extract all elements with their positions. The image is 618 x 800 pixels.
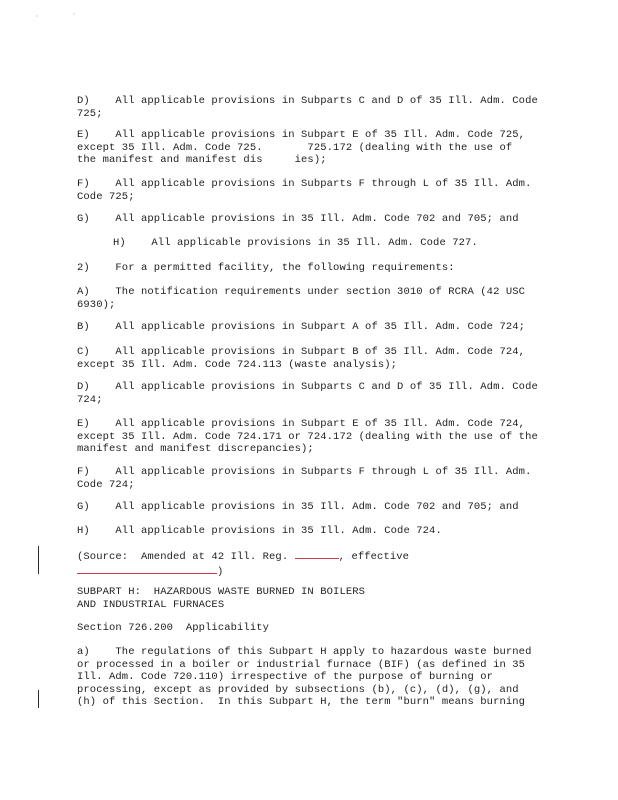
effective-date-blank	[77, 564, 217, 574]
paragraph-g-permitted: G) All applicable provisions in 35 Ill. Adm. Code 702 and 705; and	[77, 501, 519, 513]
paragraph-b-permitted: B) All applicable provisions in Subpart A of 35 Ill. Adm. Code 724;	[77, 321, 526, 333]
paragraph-f-interim: F) All applicable provisions in Subparts F through L of 35 Ill. Adm. Code 725;	[77, 178, 532, 203]
paragraph-d-interim: D) All applicable provisions in Subparts C and D of 35 Ill. Adm. Code 725;	[77, 95, 538, 120]
paragraph-2-permitted: 2) For a permitted facility, the following requirements:	[77, 262, 455, 274]
register-page-blank	[295, 549, 339, 559]
paragraph-d-permitted: D) All applicable provisions in Subparts C and D of 35 Ill. Adm. Code 724;	[77, 381, 538, 406]
paragraph-e-interim: E) All applicable provisions in Subpart E of 35 Ill. Adm. Code 725, except 35 Ill. Adm. Code 725. 725.172 (dealing with the use of the manifest and manifest dis ies);	[77, 129, 526, 166]
paragraph-h-interim: H) All applicable provisions in 35 Ill. Adm. Code 727.	[113, 237, 478, 249]
source-note	[77, 549, 547, 578]
body-paragraph-a: a) The regulations of this Subpart H apply to hazardous waste burned or processed in a boiler or industrial furnace (BIF) (as defined in 35 Ill. Adm. Code 720.110) irrespective of the purpose of burning or processing, except as provided by subsections (b), (c), (d), (g), and (h) of this Section. In this Subpart H, the term "burn" means burning	[77, 646, 532, 708]
section-heading: Section 726.200 Applicability	[77, 622, 270, 634]
paragraph-a-permitted: A) The notification requirements under section 3010 of RCRA (42 USC 6930);	[77, 286, 526, 311]
paragraph-f-permitted: F) All applicable provisions in Subparts F through L of 35 Ill. Adm. Code 724;	[77, 466, 532, 491]
change-bar	[38, 690, 39, 708]
stray-mark: '	[73, 12, 75, 20]
paragraph-c-permitted: C) All applicable provisions in Subpart B of 35 Ill. Adm. Code 724, except 35 Ill. Adm. Code 724.113 (waste analysis);	[77, 346, 526, 371]
paragraph-g-interim: G) All applicable provisions in 35 Ill. Adm. Code 702 and 705; and	[77, 213, 519, 225]
subpart-heading: SUBPART H: HAZARDOUS WASTE BURNED IN BOILERS AND INDUSTRIAL FURNACES	[77, 586, 366, 611]
source-end: )	[217, 565, 224, 578]
paragraph-e-permitted: E) All applicable provisions in Subpart E of 35 Ill. Adm. Code 724, except 35 Ill. Adm. Code 724.171 or 724.172 (dealing with the use of the manifest and manifest discrepancies);	[77, 418, 538, 455]
paragraph-h-permitted: H) All applicable provisions in 35 Ill. Adm. Code 724.	[77, 525, 442, 537]
source-prefix: (Source: Amended at 42 Ill. Reg.	[77, 551, 295, 563]
source-middle: , effective	[338, 551, 410, 563]
stray-mark: '	[36, 14, 38, 22]
change-bar	[38, 546, 39, 574]
